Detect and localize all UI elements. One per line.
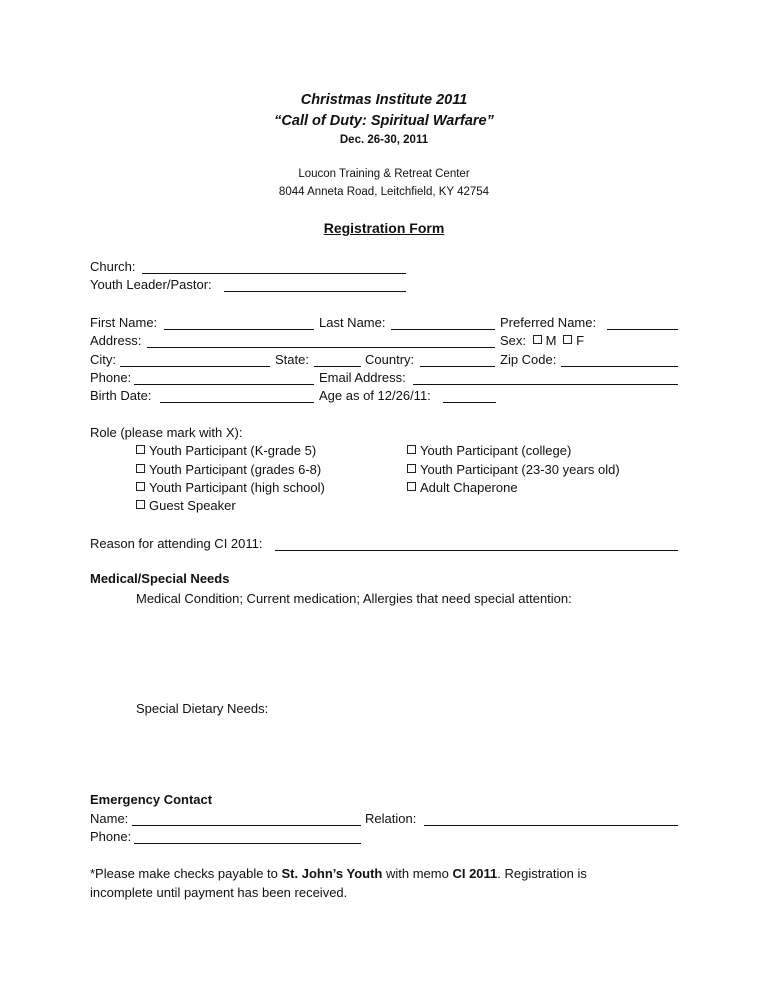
- emergency-phone-field[interactable]: [134, 828, 361, 844]
- sex-f-label: F: [576, 333, 585, 348]
- event-dates: Dec. 26-30, 2011: [339, 134, 429, 146]
- last-name-field[interactable]: [391, 314, 495, 330]
- state-field[interactable]: [314, 351, 361, 367]
- role-checkbox[interactable]: [136, 482, 145, 491]
- birth-date-label: Birth Date:: [90, 388, 152, 403]
- youth-leader-label: Youth Leader/Pastor:: [90, 277, 212, 292]
- role-option-label: Adult Chaperone: [420, 480, 518, 495]
- role-option-label: Youth Participant (college): [420, 443, 572, 458]
- sex-label: Sex:: [500, 333, 527, 348]
- role-option-label: Guest Speaker: [149, 498, 236, 513]
- role-checkbox[interactable]: [136, 500, 145, 509]
- payee-name: St. John’s Youth: [281, 866, 383, 881]
- state-label: State:: [275, 352, 309, 367]
- age-field[interactable]: [443, 387, 496, 403]
- city-field[interactable]: [120, 351, 270, 367]
- reason-label: Reason for attending CI 2011:: [90, 536, 263, 551]
- role-checkbox[interactable]: [407, 482, 416, 491]
- role-option: [407, 462, 620, 477]
- role-option: [136, 462, 321, 477]
- medical-heading: Medical/Special Needs: [90, 571, 230, 586]
- country-field[interactable]: [420, 351, 495, 367]
- venue-name: Loucon Training & Retreat Center: [298, 168, 470, 180]
- role-option: [136, 498, 236, 513]
- form-title: Registration Form: [323, 220, 445, 236]
- role-option: [136, 480, 325, 495]
- venue-address: 8044 Anneta Road, Leitchfield, KY 42754: [278, 186, 490, 198]
- zip-field[interactable]: [561, 351, 678, 367]
- role-option-label: Youth Participant (23-30 years old): [420, 462, 620, 477]
- event-subtitle: “Call of Duty: Spiritual Warfare”: [274, 113, 494, 129]
- emergency-phone-label: Phone:: [90, 829, 132, 844]
- phone-label: Phone:: [90, 370, 132, 385]
- address-field[interactable]: [147, 332, 495, 348]
- emergency-name-label: Name:: [90, 811, 129, 826]
- payment-note: *Please make checks payable to St. John’s Youth with memo CI 2011. Registration is incomplete until payment has been received.: [90, 866, 587, 900]
- role-option: [407, 443, 571, 458]
- sex-f-checkbox[interactable]: [563, 335, 572, 344]
- preferred-name-field[interactable]: [607, 314, 678, 330]
- email-field[interactable]: [413, 369, 678, 385]
- event-title: Christmas Institute 2011: [300, 92, 468, 108]
- role-checkbox[interactable]: [407, 464, 416, 473]
- role-checkbox[interactable]: [136, 464, 145, 473]
- role-checkbox[interactable]: [136, 445, 145, 454]
- zip-label: Zip Code:: [500, 352, 557, 367]
- sex-group: [500, 333, 584, 348]
- first-name-field[interactable]: [164, 314, 314, 330]
- reason-field[interactable]: [275, 535, 678, 551]
- first-name-label: First Name:: [90, 315, 158, 330]
- emergency-heading: Emergency Contact: [90, 792, 213, 807]
- email-label: Email Address:: [319, 370, 406, 385]
- birth-date-field[interactable]: [160, 387, 314, 403]
- role-option-label: Youth Participant (high school): [149, 480, 325, 495]
- medical-conditions-label: Medical Condition; Current medication; Allergies that need special attention:: [136, 591, 572, 606]
- preferred-name-label: Preferred Name:: [500, 315, 597, 330]
- address-label: Address:: [90, 333, 142, 348]
- sex-m-label: M: [545, 333, 557, 348]
- dietary-needs-label: Special Dietary Needs:: [136, 701, 269, 716]
- phone-field[interactable]: [134, 369, 314, 385]
- role-label: Role (please mark with X):: [90, 425, 243, 440]
- country-label: Country:: [365, 352, 415, 367]
- role-checkbox[interactable]: [407, 445, 416, 454]
- emergency-name-field[interactable]: [132, 810, 361, 826]
- role-option: [407, 480, 518, 495]
- relation-field[interactable]: [424, 810, 678, 826]
- church-field[interactable]: [142, 258, 406, 274]
- sex-m-checkbox[interactable]: [533, 335, 542, 344]
- age-label: Age as of 12/26/11:: [319, 388, 431, 403]
- relation-label: Relation:: [365, 811, 417, 826]
- city-label: City:: [90, 352, 116, 367]
- role-option-label: Youth Participant (grades 6-8): [149, 462, 322, 477]
- role-option: [136, 443, 316, 458]
- role-option-label: Youth Participant (K-grade 5): [149, 443, 317, 458]
- youth-leader-field[interactable]: [224, 277, 406, 292]
- last-name-label: Last Name:: [319, 315, 386, 330]
- memo-text: CI 2011: [452, 866, 498, 881]
- church-label: Church:: [90, 259, 136, 274]
